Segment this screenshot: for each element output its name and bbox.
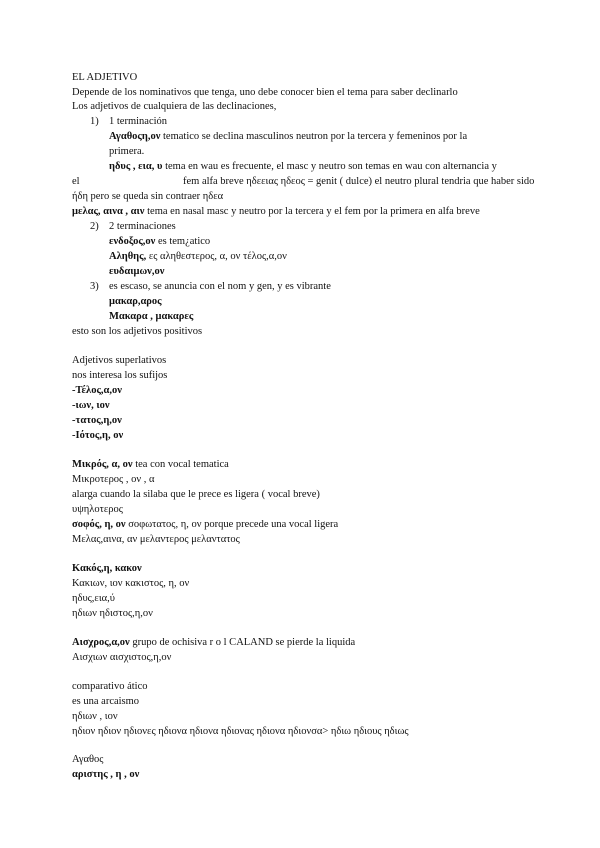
greek-term: μελας, αινα , αιν [72,206,145,217]
list-item-label: 1 terminación [109,116,168,127]
greek-term: Κακός,η, κακον [72,563,142,574]
explanation: ες αληθεστερος, α, ον τέλος,α,ον [146,251,287,262]
suffix: -Τέλος,α,ον [72,385,122,396]
paragraph-line: Μικροτερος , ον , α [72,474,155,485]
section-note: nos interesa los sufijos [72,370,168,381]
paragraph-line: ηδιων ηδιστος,η,ον [72,608,153,619]
list-item-text [109,250,287,265]
explanation: σοφωτατος, η, ον porque precede una vocal ligera [125,519,339,530]
greek-term: Μικρός, α, ον [72,459,133,470]
list-item-text: fem alfa breve ηδεειας ηδεος = genit ( dulce) el neutro plural tendria que haber sido [183,176,535,187]
paragraph-line [72,636,355,651]
suffix: -τατος,η,ον [72,415,122,426]
list-marker: 2) [90,221,99,232]
list-item-text: primera. [109,146,145,157]
paragraph-line: comparativo ático [72,681,148,692]
greek-term: μακαρ,αρος [109,296,162,307]
list-item-label: es escaso, se anuncia con el nom y gen, y es vibrante [109,281,331,292]
paragraph-line: es una arcaismo [72,696,140,707]
greek-term: αριστης , η , ον [72,769,140,780]
paragraph-line: Αισχιων αισχιστος,η,ον [72,652,172,663]
greek-term: Αληθης, [109,251,147,262]
greek-term: Αγαθοςη,ον [109,131,161,142]
suffix: -Ιότος,η, ον [72,430,124,441]
greek-term: ενδοξος,ον [109,236,156,247]
explanation: tema en nasal masc y neutro por la tercera y el fem por la primera en alfa breve [144,206,480,217]
paragraph-line: Μελας,αινα, αν μελαντερος μελαντατος [72,534,240,545]
paragraph-line [72,518,338,533]
greek-term: Μακαρα , μακαρες [109,311,194,322]
paragraph-line: Κακιων, ιον κακιστος, η, ον [72,578,190,589]
greek-term: σοφός, η, ον [72,519,126,530]
section-heading: Adjetivos superlativos [72,355,167,366]
paragraph-line: ηδιων , ιον [72,711,118,722]
paragraph-line: ηδιον ηδιον ηδιονες ηδιονα ηδιονα ηδιονας ηδιονα ηδιονσα> ηδιω ηδιους ηδιως [72,726,409,737]
outro-line: esto son los adjetivos positivos [72,326,203,337]
list-item-text: ήδη pero se queda sin contraer ηδεα [72,191,224,202]
explanation: tema en wau es frecuente, el masc y neutro son temas en wau con alternancia y [162,161,497,172]
intro-line: Depende de los nominativos que tenga, uno debe conocer bien el tema para saber declinarlo [72,87,458,98]
list-marker: 1) [90,116,99,127]
greek-term: Αισχρος,α,ον [72,637,130,648]
suffix: -ιων, ιον [72,400,110,411]
list-item-text [109,160,497,175]
intro-line: Los adjetivos de cualquiera de las declinaciones, [72,101,277,112]
explanation: es tem¿atico [155,236,211,247]
paragraph-line [72,458,229,473]
explanation: tea con vocal tematica [132,459,229,470]
explanation: grupo de ochisiva r o l CALAND se pierde la liquida [129,637,356,648]
list-item-text [109,235,210,250]
greek-term: ηδυς , εια, υ [109,161,163,172]
paragraph-line: ηδυς,εια,ύ [72,593,115,604]
explanation: tematico se declina masculinos neutron por la tercera y femeninos por la [160,131,468,142]
document-title: EL ADJETIVO [72,72,138,83]
paragraph-line: alarga cuando la silaba que le prece es ligera ( vocal breve) [72,489,320,500]
paragraph-line: Αγαθος [72,754,104,765]
list-item-text: el [72,176,80,187]
list-item-text [109,130,467,145]
list-item-label: 2 terminaciones [109,221,176,232]
list-item-text [72,205,480,220]
list-marker: 3) [90,281,99,292]
greek-term: ευδαιμων,ον [109,266,165,277]
paragraph-line: υψηλοτερος [72,504,123,515]
